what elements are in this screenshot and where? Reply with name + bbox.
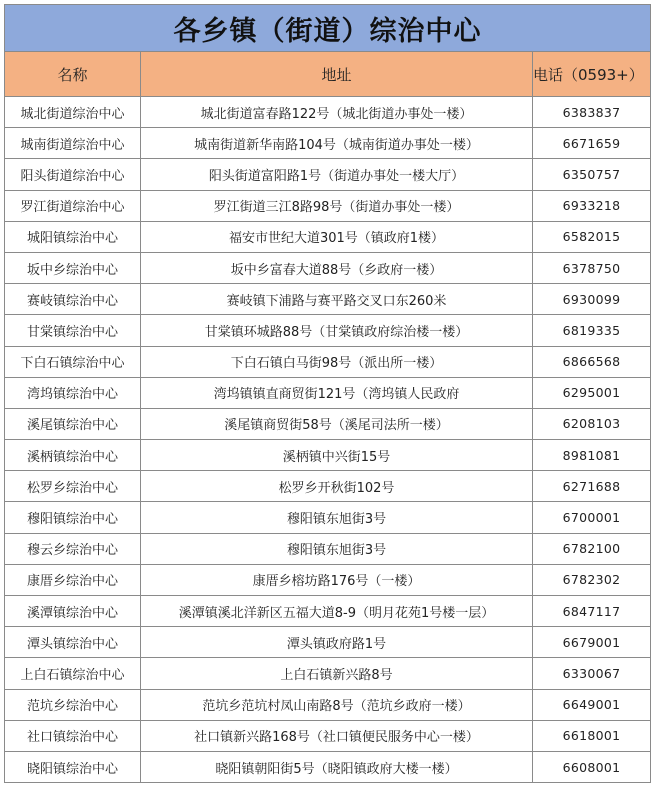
table-row bbox=[5, 720, 651, 751]
row-phone-cell: 6208103 bbox=[533, 408, 651, 439]
table-body bbox=[5, 97, 651, 783]
table-row bbox=[5, 284, 651, 315]
row-name-cell: 溪潭镇综治中心 bbox=[5, 596, 141, 627]
row-address-cell: 溪柄镇中兴街15号 bbox=[141, 440, 533, 471]
row-address-cell: 潭头镇政府路1号 bbox=[141, 627, 533, 658]
header-address: 地址 bbox=[141, 52, 533, 97]
row-phone-cell: 6649001 bbox=[533, 689, 651, 720]
row-name-cell: 潭头镇综治中心 bbox=[5, 627, 141, 658]
table-row bbox=[5, 190, 651, 221]
row-phone-cell: 6782302 bbox=[533, 564, 651, 595]
row-address-cell: 溪尾镇商贸街58号（溪尾司法所一楼） bbox=[141, 408, 533, 439]
row-address-cell: 福安市世纪大道301号（镇政府1楼） bbox=[141, 221, 533, 252]
row-name-cell: 晓阳镇综治中心 bbox=[5, 751, 141, 782]
table-row bbox=[5, 159, 651, 190]
row-name-cell: 穆云乡综治中心 bbox=[5, 533, 141, 564]
row-address-cell: 罗江街道三江8路98号（街道办事处一楼） bbox=[141, 190, 533, 221]
row-name-cell: 赛岐镇综治中心 bbox=[5, 284, 141, 315]
table-row bbox=[5, 128, 651, 159]
row-address-cell: 松罗乡开秋街102号 bbox=[141, 471, 533, 502]
row-address-cell: 溪潭镇溪北洋新区五福大道8-9（明月花苑1号楼一层） bbox=[141, 596, 533, 627]
row-address-cell: 城南街道新华南路104号（城南街道办事处一楼） bbox=[141, 128, 533, 159]
table-row bbox=[5, 751, 651, 782]
row-name-cell: 下白石镇综治中心 bbox=[5, 346, 141, 377]
row-name-cell: 坂中乡综治中心 bbox=[5, 252, 141, 283]
table-row bbox=[5, 440, 651, 471]
row-name-cell: 溪尾镇综治中心 bbox=[5, 408, 141, 439]
row-phone-cell: 6608001 bbox=[533, 751, 651, 782]
table-row bbox=[5, 502, 651, 533]
row-address-cell: 晓阳镇朝阳街5号（晓阳镇政府大楼一楼） bbox=[141, 751, 533, 782]
row-name-cell: 罗江街道综治中心 bbox=[5, 190, 141, 221]
table-row bbox=[5, 346, 651, 377]
row-name-cell: 城北街道综治中心 bbox=[5, 97, 141, 128]
row-name-cell: 上白石镇综治中心 bbox=[5, 658, 141, 689]
row-address-cell: 下白石镇白马街98号（派出所一楼） bbox=[141, 346, 533, 377]
row-phone-cell: 6700001 bbox=[533, 502, 651, 533]
table-row bbox=[5, 689, 651, 720]
row-name-cell: 湾坞镇综治中心 bbox=[5, 377, 141, 408]
row-phone-cell: 6782100 bbox=[533, 533, 651, 564]
row-address-cell: 范坑乡范坑村凤山南路8号（范坑乡政府一楼） bbox=[141, 689, 533, 720]
row-address-cell: 甘棠镇环城路88号（甘棠镇政府综治楼一楼） bbox=[141, 315, 533, 346]
row-name-cell: 溪柄镇综治中心 bbox=[5, 440, 141, 471]
row-phone-cell: 6383837 bbox=[533, 97, 651, 128]
table-row bbox=[5, 596, 651, 627]
row-phone-cell: 8981081 bbox=[533, 440, 651, 471]
row-name-cell: 范坑乡综治中心 bbox=[5, 689, 141, 720]
table-row bbox=[5, 221, 651, 252]
title-row bbox=[5, 5, 651, 52]
row-address-cell: 赛岐镇下浦路与赛平路交叉口东260米 bbox=[141, 284, 533, 315]
row-phone-cell: 6582015 bbox=[533, 221, 651, 252]
table-row bbox=[5, 252, 651, 283]
row-phone-cell: 6618001 bbox=[533, 720, 651, 751]
row-address-cell: 康厝乡榕坊路176号（一楼） bbox=[141, 564, 533, 595]
row-phone-cell: 6671659 bbox=[533, 128, 651, 159]
row-address-cell: 城北街道富春路122号（城北街道办事处一楼） bbox=[141, 97, 533, 128]
table-row bbox=[5, 658, 651, 689]
table-row bbox=[5, 564, 651, 595]
row-phone-cell: 6866568 bbox=[533, 346, 651, 377]
table-row bbox=[5, 377, 651, 408]
table-row bbox=[5, 315, 651, 346]
row-address-cell: 坂中乡富春大道88号（乡政府一楼） bbox=[141, 252, 533, 283]
row-name-cell: 城阳镇综治中心 bbox=[5, 221, 141, 252]
row-phone-cell: 6271688 bbox=[533, 471, 651, 502]
header-phone: 电话（0593+） bbox=[533, 52, 651, 97]
row-name-cell: 城南街道综治中心 bbox=[5, 128, 141, 159]
row-phone-cell: 6847117 bbox=[533, 596, 651, 627]
row-address-cell: 湾坞镇镇直商贸街121号（湾坞镇人民政府 bbox=[141, 377, 533, 408]
row-address-cell: 上白石镇新兴路8号 bbox=[141, 658, 533, 689]
row-phone-cell: 6378750 bbox=[533, 252, 651, 283]
header-row bbox=[5, 52, 651, 97]
table-row bbox=[5, 408, 651, 439]
row-name-cell: 社口镇综治中心 bbox=[5, 720, 141, 751]
row-address-cell: 穆阳镇东旭街3号 bbox=[141, 533, 533, 564]
row-phone-cell: 6295001 bbox=[533, 377, 651, 408]
row-phone-cell: 6933218 bbox=[533, 190, 651, 221]
row-address-cell: 穆阳镇东旭街3号 bbox=[141, 502, 533, 533]
row-address-cell: 阳头街道富阳路1号（街道办事处一楼大厅） bbox=[141, 159, 533, 190]
row-address-cell: 社口镇新兴路168号（社口镇便民服务中心一楼） bbox=[141, 720, 533, 751]
row-phone-cell: 6679001 bbox=[533, 627, 651, 658]
row-name-cell: 松罗乡综治中心 bbox=[5, 471, 141, 502]
row-phone-cell: 6350757 bbox=[533, 159, 651, 190]
table-row bbox=[5, 471, 651, 502]
table-row bbox=[5, 97, 651, 128]
table-title: 各乡镇（街道）综治中心 bbox=[5, 5, 651, 52]
row-phone-cell: 6930099 bbox=[533, 284, 651, 315]
row-name-cell: 康厝乡综治中心 bbox=[5, 564, 141, 595]
table-row bbox=[5, 533, 651, 564]
row-name-cell: 穆阳镇综治中心 bbox=[5, 502, 141, 533]
table-row bbox=[5, 627, 651, 658]
row-phone-cell: 6819335 bbox=[533, 315, 651, 346]
contact-table bbox=[4, 4, 651, 783]
row-name-cell: 阳头街道综治中心 bbox=[5, 159, 141, 190]
row-phone-cell: 6330067 bbox=[533, 658, 651, 689]
row-name-cell: 甘棠镇综治中心 bbox=[5, 315, 141, 346]
header-name: 名称 bbox=[5, 52, 141, 97]
